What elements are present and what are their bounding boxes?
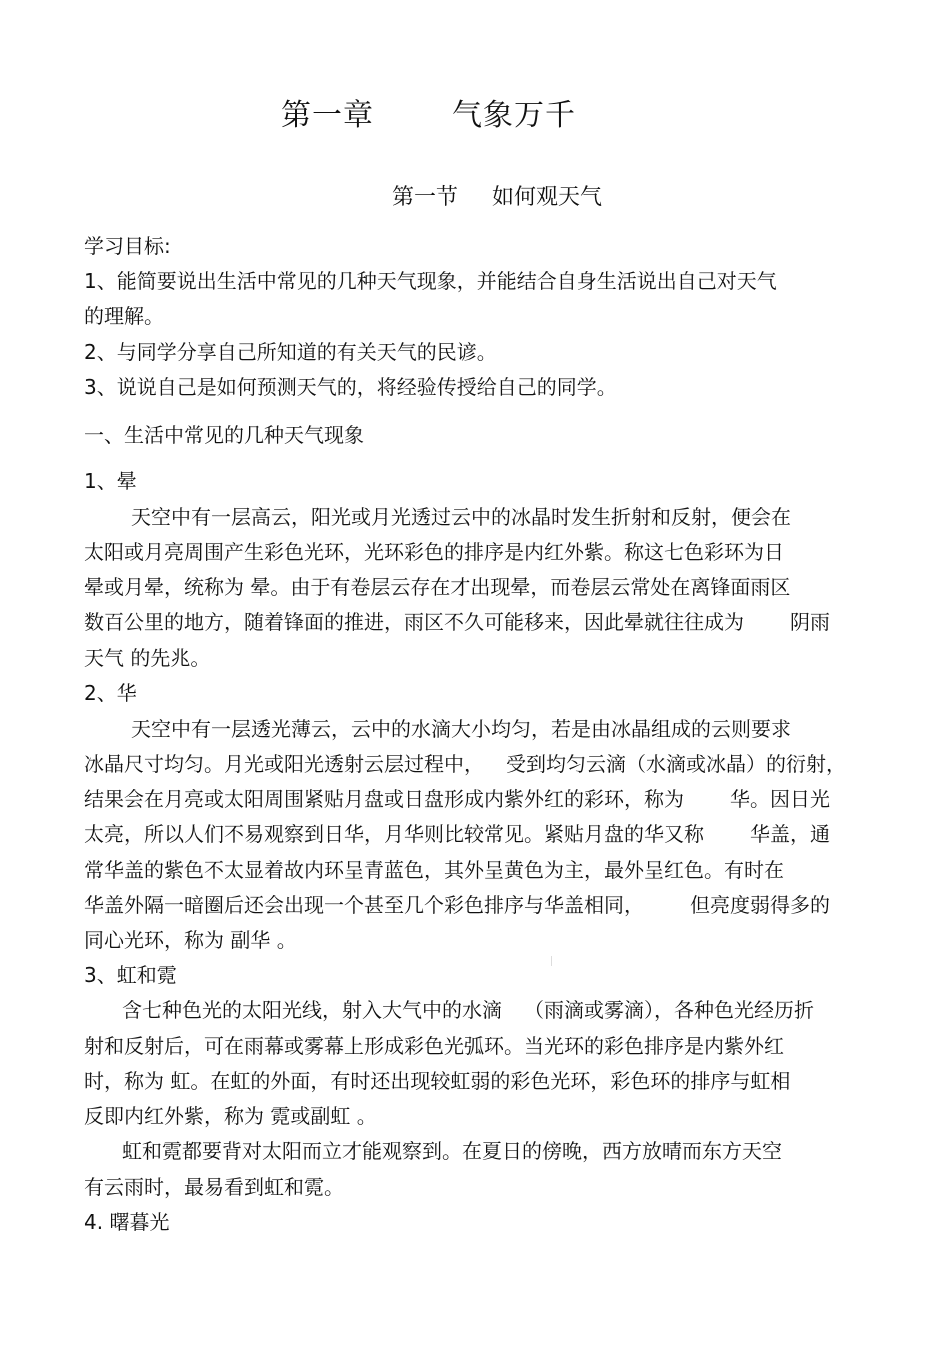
rainbow-paragraph-line: 有云雨时，最易看到虹和霓。 [84,1175,344,1199]
goal-item-3: 3、说说自己是如何预测天气的，将经验传授给自己的同学。 [84,375,617,399]
section-name: 如何观天气 [492,185,603,210]
chapter-title [281,97,576,135]
goal-item-1-continued: 的理解。 [84,304,164,328]
corona-paragraph-line: 同心光环，称为 副华 。 [84,928,297,952]
corona-text: 结果会在月亮或太阳周围紧贴月盘或日盘形成内紫外红的彩环，称为 [84,787,684,811]
goal-item-1: 1、能简要说出生活中常见的几种天气现象，并能结合自身生活说出自己对天气 [84,269,777,293]
corona-paragraph-line [84,751,846,777]
halo-paragraph-line [84,609,830,635]
rainbow-paragraph-line: 虹和霓都要背对太阳而立才能观察到。在夏日的傍晚，西方放晴而东方天空 [122,1139,782,1163]
corona-paragraph-line [84,892,830,918]
rainbow-paragraph-line: 射和反射后，可在雨幕或雾幕上形成彩色光弧环。当光环的彩色排序是内紫外红 [84,1034,784,1058]
halo-paragraph-line: 天气 的先兆。 [84,646,211,670]
corona-text: 冰晶尺寸均匀。月光或阳光透射云层过程中， [84,752,484,776]
halo-paragraph-line: 太阳或月亮周围产生彩色光环，光环彩色的排序是内红外紫。称这七色彩环为日 [84,540,784,564]
rainbow-paragraph-line: 时，称为 虹。在虹的外面，有时还出现较虹弱的彩色光环，彩色环的排序与虹相 [84,1069,791,1093]
corona-paragraph-line: 常华盖的紫色不太显着故内环呈青蓝色，其外呈黄色为主，最外呈红色。有时在 [84,858,784,882]
rainbow-text: （雨滴或雾滴），各种色光经历折 [524,998,814,1022]
section-title [392,184,602,212]
corona-paragraph-line [84,786,830,812]
corona-text: 华。因日光 [730,787,830,811]
scan-speck [551,956,552,966]
halo-paragraph-line: 天空中有一层高云，阳光或月光透过云中的冰晶时发生折射和反射，便会在 [131,505,791,529]
rainbow-title: 3、虹和霓 [84,963,177,987]
chapter-name: 气象万千 [452,98,576,133]
corona-text: 太亮，所以人们不易观察到日华，月华则比较常见。紧贴月盘的华又称 [84,822,704,846]
corona-text: 华盖，通 [750,822,830,846]
halo-text: 阴雨 [790,610,830,634]
goals-heading: 学习目标: [84,234,171,258]
corona-text: 但亮度弱得多的 [690,893,830,917]
rainbow-paragraph-line: 反即内红外紫，称为 霓或副虹 。 [84,1104,377,1128]
rainbow-paragraph-line [122,997,814,1023]
halo-title: 1、晕 [84,469,137,493]
part-heading: 一、生活中常见的几种天气现象 [84,423,364,447]
section-number: 第一节 [392,185,459,210]
corona-text: 华盖外隔一暗圈后还会出现一个甚至几个彩色排序与华盖相同， [84,893,644,917]
rainbow-text: 含七种色光的太阳光线，射入大气中的水滴 [122,998,502,1022]
chapter-number: 第一章 [281,98,374,133]
corona-title: 2、华 [84,681,137,705]
corona-paragraph-line: 天空中有一层透光薄云，云中的水滴大小均匀，若是由冰晶组成的云则要求 [131,717,791,741]
corona-text: 受到均匀云滴（水滴或冰晶）的衍射， [506,752,846,776]
twilight-title: 4. 曙暮光 [84,1210,170,1234]
goal-item-2: 2、与同学分享自己所知道的有关天气的民谚。 [84,340,497,364]
halo-text: 数百公里的地方，随着锋面的推进，雨区不久可能移来，因此晕就往往成为 [84,610,744,634]
halo-paragraph-line: 晕或月晕，统称为 晕。由于有卷层云存在才出现晕，而卷层云常处在离锋面雨区 [84,575,791,599]
corona-paragraph-line [84,821,830,847]
